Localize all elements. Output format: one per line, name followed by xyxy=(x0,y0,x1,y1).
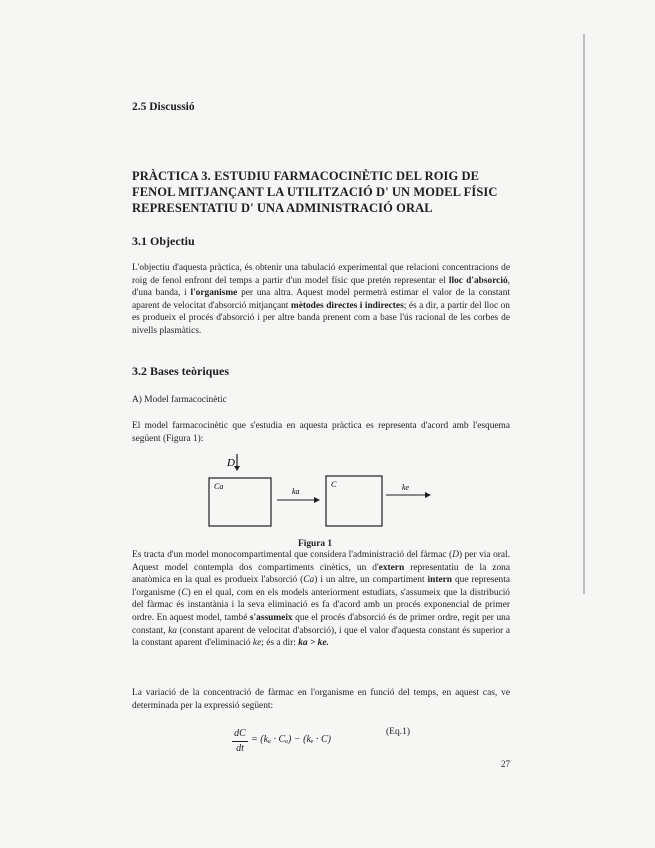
title-line-1: PRÀCTICA 3. ESTUDIU FARMACOCINÈTIC DEL ROIG DE xyxy=(132,169,480,183)
text-run: ) per via oral. Aquest model contempla dos compartiments cinètics, un d' xyxy=(132,550,511,573)
text-run: ) i un altre, un compartiment xyxy=(314,575,428,586)
dose-label: D xyxy=(227,457,235,469)
eq-right-side: = (kₐ · Cₐ) − (kₑ · C) xyxy=(251,734,332,745)
heading-bases: 3.2 Bases teòriques xyxy=(132,364,229,378)
text-run: representatiu de la zona anatòmica en la qual es produeix l'absorció ( xyxy=(132,562,510,586)
bold-run: lloc d'absorció xyxy=(448,275,508,286)
text-run: ; és a dir, a partir del lloc on es produeix el procés d'absorció i per altre banda prenent com a base l'ús racional de les corbes de nivells plasmàtics. xyxy=(132,300,510,336)
title-line-3: REPRESENTATIU D' UNA ADMINISTRACIÓ ORAL xyxy=(132,201,433,215)
bold-run: mètodes directes i indirectes xyxy=(290,300,404,311)
title-line-2: FENOL MITJANÇANT LA UTILITZACIÓ D' UN MODEL FÍSIC xyxy=(132,185,498,199)
figure-caption: Figura 1 xyxy=(298,539,333,549)
eq-fraction-bar xyxy=(232,741,248,742)
subheading-model: A) Model farmacocinètic xyxy=(132,395,227,405)
italic-run: ka xyxy=(168,625,177,636)
text-run: per una altra. Aquest model permetrà estimar el valor de la constant aparent de velocitat d'absorció mitjançant xyxy=(132,288,510,311)
text-run: ; és a dir: xyxy=(261,638,299,649)
italic-run: C xyxy=(181,587,188,598)
section-heading-discussion: 2.5 Discussió xyxy=(132,101,195,113)
equation-label: (Eq.1) xyxy=(386,727,411,737)
page-number: 27 xyxy=(501,759,510,769)
text-run: Es tracta d'un model monocompartimental que considera l'administració del fàrmac ( xyxy=(132,550,453,560)
bold-run: l'organisme xyxy=(190,288,238,299)
heading-objective: 3.1 Objectiu xyxy=(132,234,195,248)
text-run: que el procés d'absorció és de primer ordre, regit per una constant, xyxy=(132,612,510,636)
c-label: C xyxy=(331,480,337,489)
italic-run: D xyxy=(452,550,459,560)
ke-arrowhead xyxy=(425,492,431,498)
variation-paragraph: La variació de la concentració de fàrmac en l'organisme en funció del temps, en aquest cas, ve determinada per la expressió següent: xyxy=(132,688,510,711)
bold-run: ka > ke. xyxy=(298,638,329,649)
text-run: ) en el qual, com en els models anteriorment estudiats, s'assumeix que la distribució del fàrmac és instantània i la seva eliminació es fa d'acord amb un procés exponencial de primer ordre. En aquest model, també xyxy=(132,587,510,623)
eq-denominator: dt xyxy=(236,743,244,754)
practice-title xyxy=(132,168,532,216)
bases-intro-paragraph: El model farmacocinètic que s'estudia en aquesta pràctica es representa d'acord amb l'esquema següent (Figura 1): xyxy=(132,421,510,444)
ke-label: ke xyxy=(402,483,410,492)
text-run: que representa l'organisme ( xyxy=(132,575,510,598)
eq-numerator: dC xyxy=(234,728,246,739)
figure-1-diagram xyxy=(205,452,445,538)
bold-run: extern xyxy=(378,562,405,573)
text-run: (constant aparent de velocitat d'absorció), i que el valor d'aquesta constant és superior a la constant aparent d'eliminació xyxy=(132,625,510,649)
objective-paragraph xyxy=(132,262,510,338)
ka-arrowhead xyxy=(314,497,320,503)
italic-run: Ca xyxy=(303,575,315,586)
text-run: , d'una banda, i xyxy=(132,275,510,299)
bold-run: s'assumeix xyxy=(249,612,293,623)
model-description-paragraph xyxy=(132,549,510,650)
bold-run: intern xyxy=(427,575,453,586)
page-edge-shadow xyxy=(583,34,585,594)
text-run: L'objectiu d'aquesta pràctica, és obtenir una tabulació experimental que relacioni concentracions de roig de fenol enfront del temps a partir d'un model físic que pretén representar el xyxy=(132,263,510,286)
italic-run: ke xyxy=(252,638,262,649)
ka-label: ka xyxy=(292,487,300,496)
ca-label: Ca xyxy=(214,482,224,491)
